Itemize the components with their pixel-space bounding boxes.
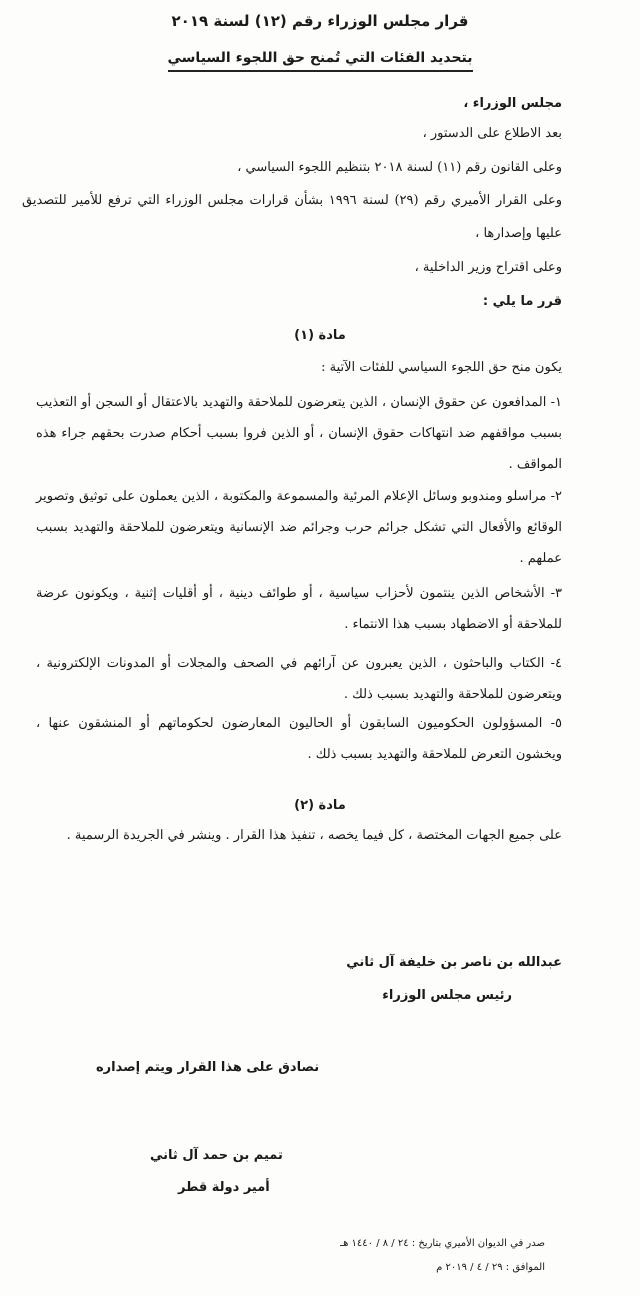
article1-item-3: ٣- الأشخاص الذين ينتمون لأحزاب سياسية ، أو طوائف دينية ، أو أقليات إثنية ، ويكونون عرضة للملاحقة أو الاضطهاد بسبب هذا الانتماء .: [36, 586, 562, 632]
article1-item-4: ٤- الكتاب والباحثون ، الذين يعبرون عن آرائهم في الصحف والمجلات أو المدونات الإلكترونية ، ويتعرضون للملاحقة والتهديد بسبب ذلك .: [36, 656, 562, 702]
emir-title: أمير دولة قطر: [178, 1180, 270, 1195]
council-line: مجلس الوزراء ،: [463, 96, 562, 111]
decree-subtitle-text: بتحديد الفئات التي تُمنح حق اللجوء السياسي: [168, 50, 473, 72]
emir-name: تميم بن حمد آل ثاني: [150, 1148, 283, 1163]
article1-item-5: ٥- المسؤولون الحكوميون السابقون أو الحاليون المعارضون لحكوماتهم أو المنشقون عنها ، ويخشون التعرض للملاحقة والتهديد بسبب ذلك .: [36, 716, 562, 762]
decree-subtitle: [40, 50, 600, 66]
pm-name: عبدالله بن ناصر بن خليفة آل ثاني: [346, 955, 562, 970]
article1-item-2: ٢- مراسلو ومندوبو وسائل الإعلام المرئية والمسموعة والمكتوبة ، الذين يعملون على توثيق وتصوير الوقائع والأفعال التي تشكل جرائم حرب وجرائم ضد الإنسانية ويتعرضون للملاحقة والتهديد بسبب عملهم .: [36, 489, 562, 566]
recital-emiri-decision: وعلى القرار الأميري رقم (٢٩) لسنة ١٩٩٦ بشأن قرارات مجلس الوزراء التي ترفع للأمير للتصديق عليها وإصدارها ،: [22, 193, 563, 241]
article2-heading: مادة (٢): [294, 798, 346, 813]
corresponding-date: الموافق : ٢٩ / ٤ / ٢٠١٩ م: [436, 1262, 545, 1273]
recital-law: وعلى القانون رقم (١١) لسنة ٢٠١٨ بتنظيم اللجوء السياسي ،: [237, 160, 562, 175]
pm-title: رئيس مجلس الوزراء: [382, 988, 512, 1003]
decided-line: قرر ما يلي :: [482, 294, 562, 309]
article1-intro: يكون منح حق اللجوء السياسي للفئات الآتية :: [321, 360, 562, 375]
issue-date: صدر في الديوان الأميري بتاريخ : ٢٤ / ٨ / ١٤٤٠ هـ: [340, 1238, 545, 1249]
article2-text: على جميع الجهات المختصة ، كل فيما يخصه ، تنفيذ هذا القرار . وينشر في الجريدة الرسمية .: [66, 828, 562, 843]
approval-line: نصادق على هذا القرار ويتم إصداره: [96, 1060, 320, 1075]
article1-item-1: ١- المدافعون عن حقوق الإنسان ، الذين يتعرضون للملاحقة والتهديد بالاعتقال أو السجن أو التعذيب بسبب مواقفهم ضد انتهاكات حقوق الإنسان ، أو الذين فروا بسبب أحكام صدرت بحقهم جراء هذه المواقف .: [36, 395, 562, 472]
article1-heading: مادة (١): [294, 328, 346, 343]
decree-title: قرار مجلس الوزراء رقم (١٢) لسنة ٢٠١٩: [171, 12, 469, 30]
recital-proposal: وعلى اقتراح وزير الداخلية ،: [414, 260, 562, 275]
recital-constitution: بعد الاطلاع على الدستور ،: [422, 126, 562, 141]
